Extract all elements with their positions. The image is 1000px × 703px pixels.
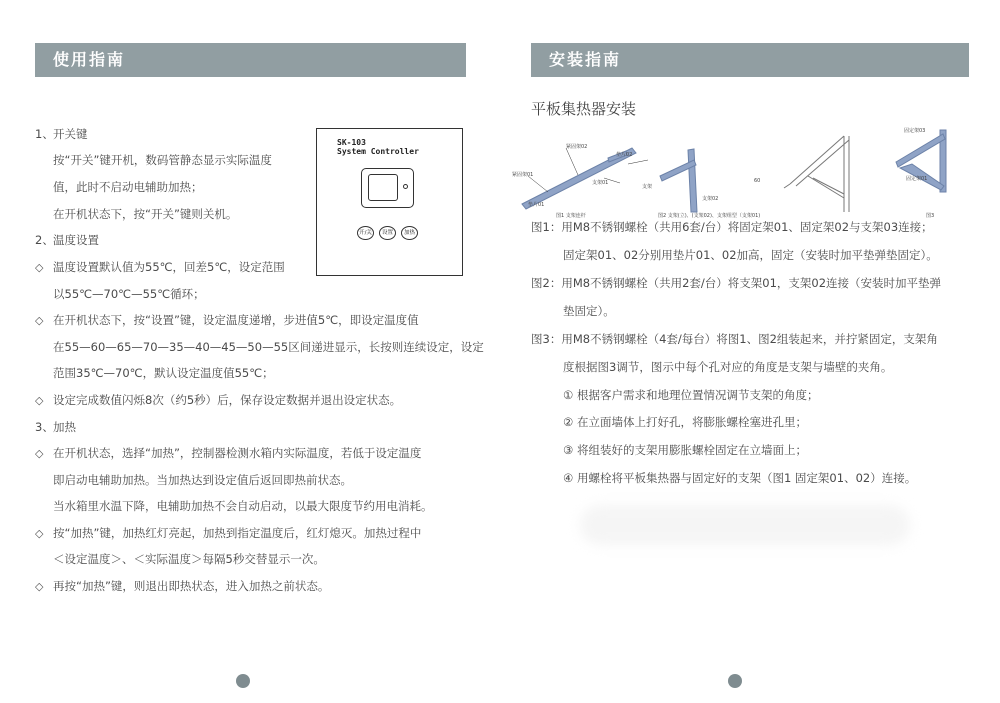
page-smudge (580, 505, 910, 545)
line-text: 当水箱里水温下降，电辅助加热不会自动启动，以最大限度节约用电消耗。 (53, 499, 433, 513)
step-text: 度根据图3调节，图示中每个孔对应的角度是支架与墙壁的夹角。 (563, 360, 893, 374)
bullet: 1、 (35, 127, 54, 141)
left-line (35, 472, 352, 488)
step-text: 固定架01、02分别用垫片01、02加高，固定（安装时加平垫弹垫固定）。 (563, 248, 938, 262)
bullet: 2、 (35, 233, 54, 247)
left-line (35, 525, 421, 542)
line-text: 温度设置 (53, 233, 99, 247)
panel-display (361, 168, 414, 208)
install-step-line (531, 275, 941, 291)
left-line (35, 445, 421, 462)
step-text: 垫固定）。 (563, 304, 615, 318)
bullet: ◇ (35, 314, 44, 327)
bullet: 3、 (35, 420, 54, 434)
install-step-line (563, 442, 807, 458)
right-page-marker (728, 674, 742, 688)
line-text: ＜设定温度＞、＜实际温度＞每隔5秒交替显示一次。 (53, 552, 325, 566)
panel-model: SK-103 (337, 138, 366, 147)
install-step-line (563, 359, 892, 375)
left-line (35, 551, 325, 567)
step-text: ④ 用螺栓将平板集热器与固定好的支架（图1 固定架01、02）连接。 (563, 471, 917, 485)
left-line (35, 206, 237, 222)
left-line (35, 232, 99, 248)
line-text: 以55℃—70℃—55℃循环； (53, 287, 205, 301)
step-text: 用M8不锈钢螺栓（共用6套/台）将固定架01、固定架02与支架03连接； (561, 220, 933, 234)
fig1-caption: 图1 支架连杆 (556, 213, 586, 219)
left-line (35, 259, 285, 276)
install-step-line (563, 387, 818, 403)
install-step-line (563, 414, 807, 430)
fig2-caption: 图2 支架(立)、(支架02)、支架组型（支架01) (658, 213, 761, 219)
left-line (35, 392, 401, 409)
left-line (35, 498, 433, 514)
install-step-line (563, 247, 938, 263)
install-step-line (531, 219, 933, 235)
panel-title: System Controller (337, 147, 419, 156)
step-text: 用M8不锈钢螺栓（4套/每台）将图1、图2组装起来，并拧紧固定，支架角 (561, 332, 938, 346)
left-line (35, 339, 484, 355)
step-prefix: 图1： (531, 220, 562, 234)
install-subtitle: 平板集热器安装 (531, 100, 637, 118)
line-text: 范围35℃—70℃，默认设定温度值55℃； (53, 366, 274, 380)
label-gasket01: 垫片01 (528, 202, 545, 208)
install-step-line (563, 303, 615, 319)
bullet: ◇ (35, 394, 44, 407)
step-prefix: 图2： (531, 276, 562, 290)
left-line (35, 419, 76, 435)
bracket-figures (508, 120, 968, 220)
panel-set-button: 设置 (379, 226, 396, 240)
left-line (35, 179, 203, 195)
step-text: 用M8不锈钢螺栓（共用2套/台）将支架01，支架02连接（安装时加平垫弹 (561, 276, 942, 290)
step-text: ② 在立面墙体上打好孔，将膨胀螺栓塞进孔里； (563, 415, 807, 429)
left-line (35, 152, 272, 168)
bullet: ◇ (35, 261, 44, 274)
line-text: 在开机状态下，按“开关”键则关机。 (53, 207, 238, 221)
line-text: 按“开关”键开机，数码管静态显示实际温度 (53, 153, 272, 167)
left-page-header: 使用指南 (35, 43, 466, 77)
step-prefix: 图3： (531, 332, 562, 346)
left-line (35, 365, 274, 381)
label-gasket02: 垫片02 (616, 152, 633, 158)
line-text: 设定完成数值闪烁8次（约5秒）后，保存设定数据并退出设定状态。 (53, 393, 402, 407)
label-fixframe02: 紧固架02 (566, 144, 588, 150)
fig3-caption: 图3 (926, 213, 935, 219)
line-text: 加热 (53, 420, 76, 434)
label-fixframe03: 固定架03 (904, 128, 926, 134)
bullet: ◇ (35, 527, 44, 540)
install-step-line (563, 470, 916, 486)
left-page-marker (236, 674, 250, 688)
step-text: ① 根据客户需求和地理位置情况调节支架的角度； (563, 388, 819, 402)
right-page-header: 安装指南 (531, 43, 969, 77)
label-fixframe01: 紧固架01 (512, 172, 534, 178)
line-text: 按“加热”键，加热红灯亮起，加热到指定温度后，红灯熄灭。加热过程中 (53, 526, 422, 540)
left-line (35, 126, 88, 142)
line-text: 在开机状态下，按“设置”键，设定温度递增，步进值5℃，即设定温度值 (53, 313, 419, 327)
line-text: 温度设置默认值为55℃，回差5℃，设定范围 (53, 260, 285, 274)
label-bracket02: 支架02 (702, 196, 719, 202)
step-text: ③ 将组装好的支架用膨胀螺栓固定在立墙面上； (563, 443, 807, 457)
left-line (35, 286, 205, 302)
label-angle: 60 (754, 178, 761, 184)
label-fixframe01b: 固定架01 (906, 176, 928, 182)
line-text: 即启动电辅助加热。当加热达到设定值后返回即热前状态。 (53, 473, 352, 487)
install-step-line (531, 331, 938, 347)
line-text: 在55—60—65—70—35—40—45—50—55区间递进显示，长按则连续设定，设定 (53, 340, 484, 354)
bullet: ◇ (35, 580, 44, 593)
left-line (35, 312, 419, 329)
line-text: 再按“加热”键，则退出即热状态，进入加热之前状态。 (53, 579, 330, 593)
bullet: ◇ (35, 447, 44, 460)
controller-panel-illustration (316, 128, 463, 276)
line-text: 值，此时不启动电辅助加热； (53, 180, 203, 194)
label-bracket: 支架 (642, 184, 653, 190)
left-line (35, 578, 329, 595)
line-text: 开关键 (53, 127, 88, 141)
label-bracket01: 支架01 (592, 180, 609, 186)
line-text: 在开机状态，选择“加热”，控制器检测水箱内实际温度，若低于设定温度 (53, 446, 422, 460)
panel-power-button: 开/关 (357, 226, 374, 240)
panel-heat-button: 加热 (401, 226, 418, 240)
